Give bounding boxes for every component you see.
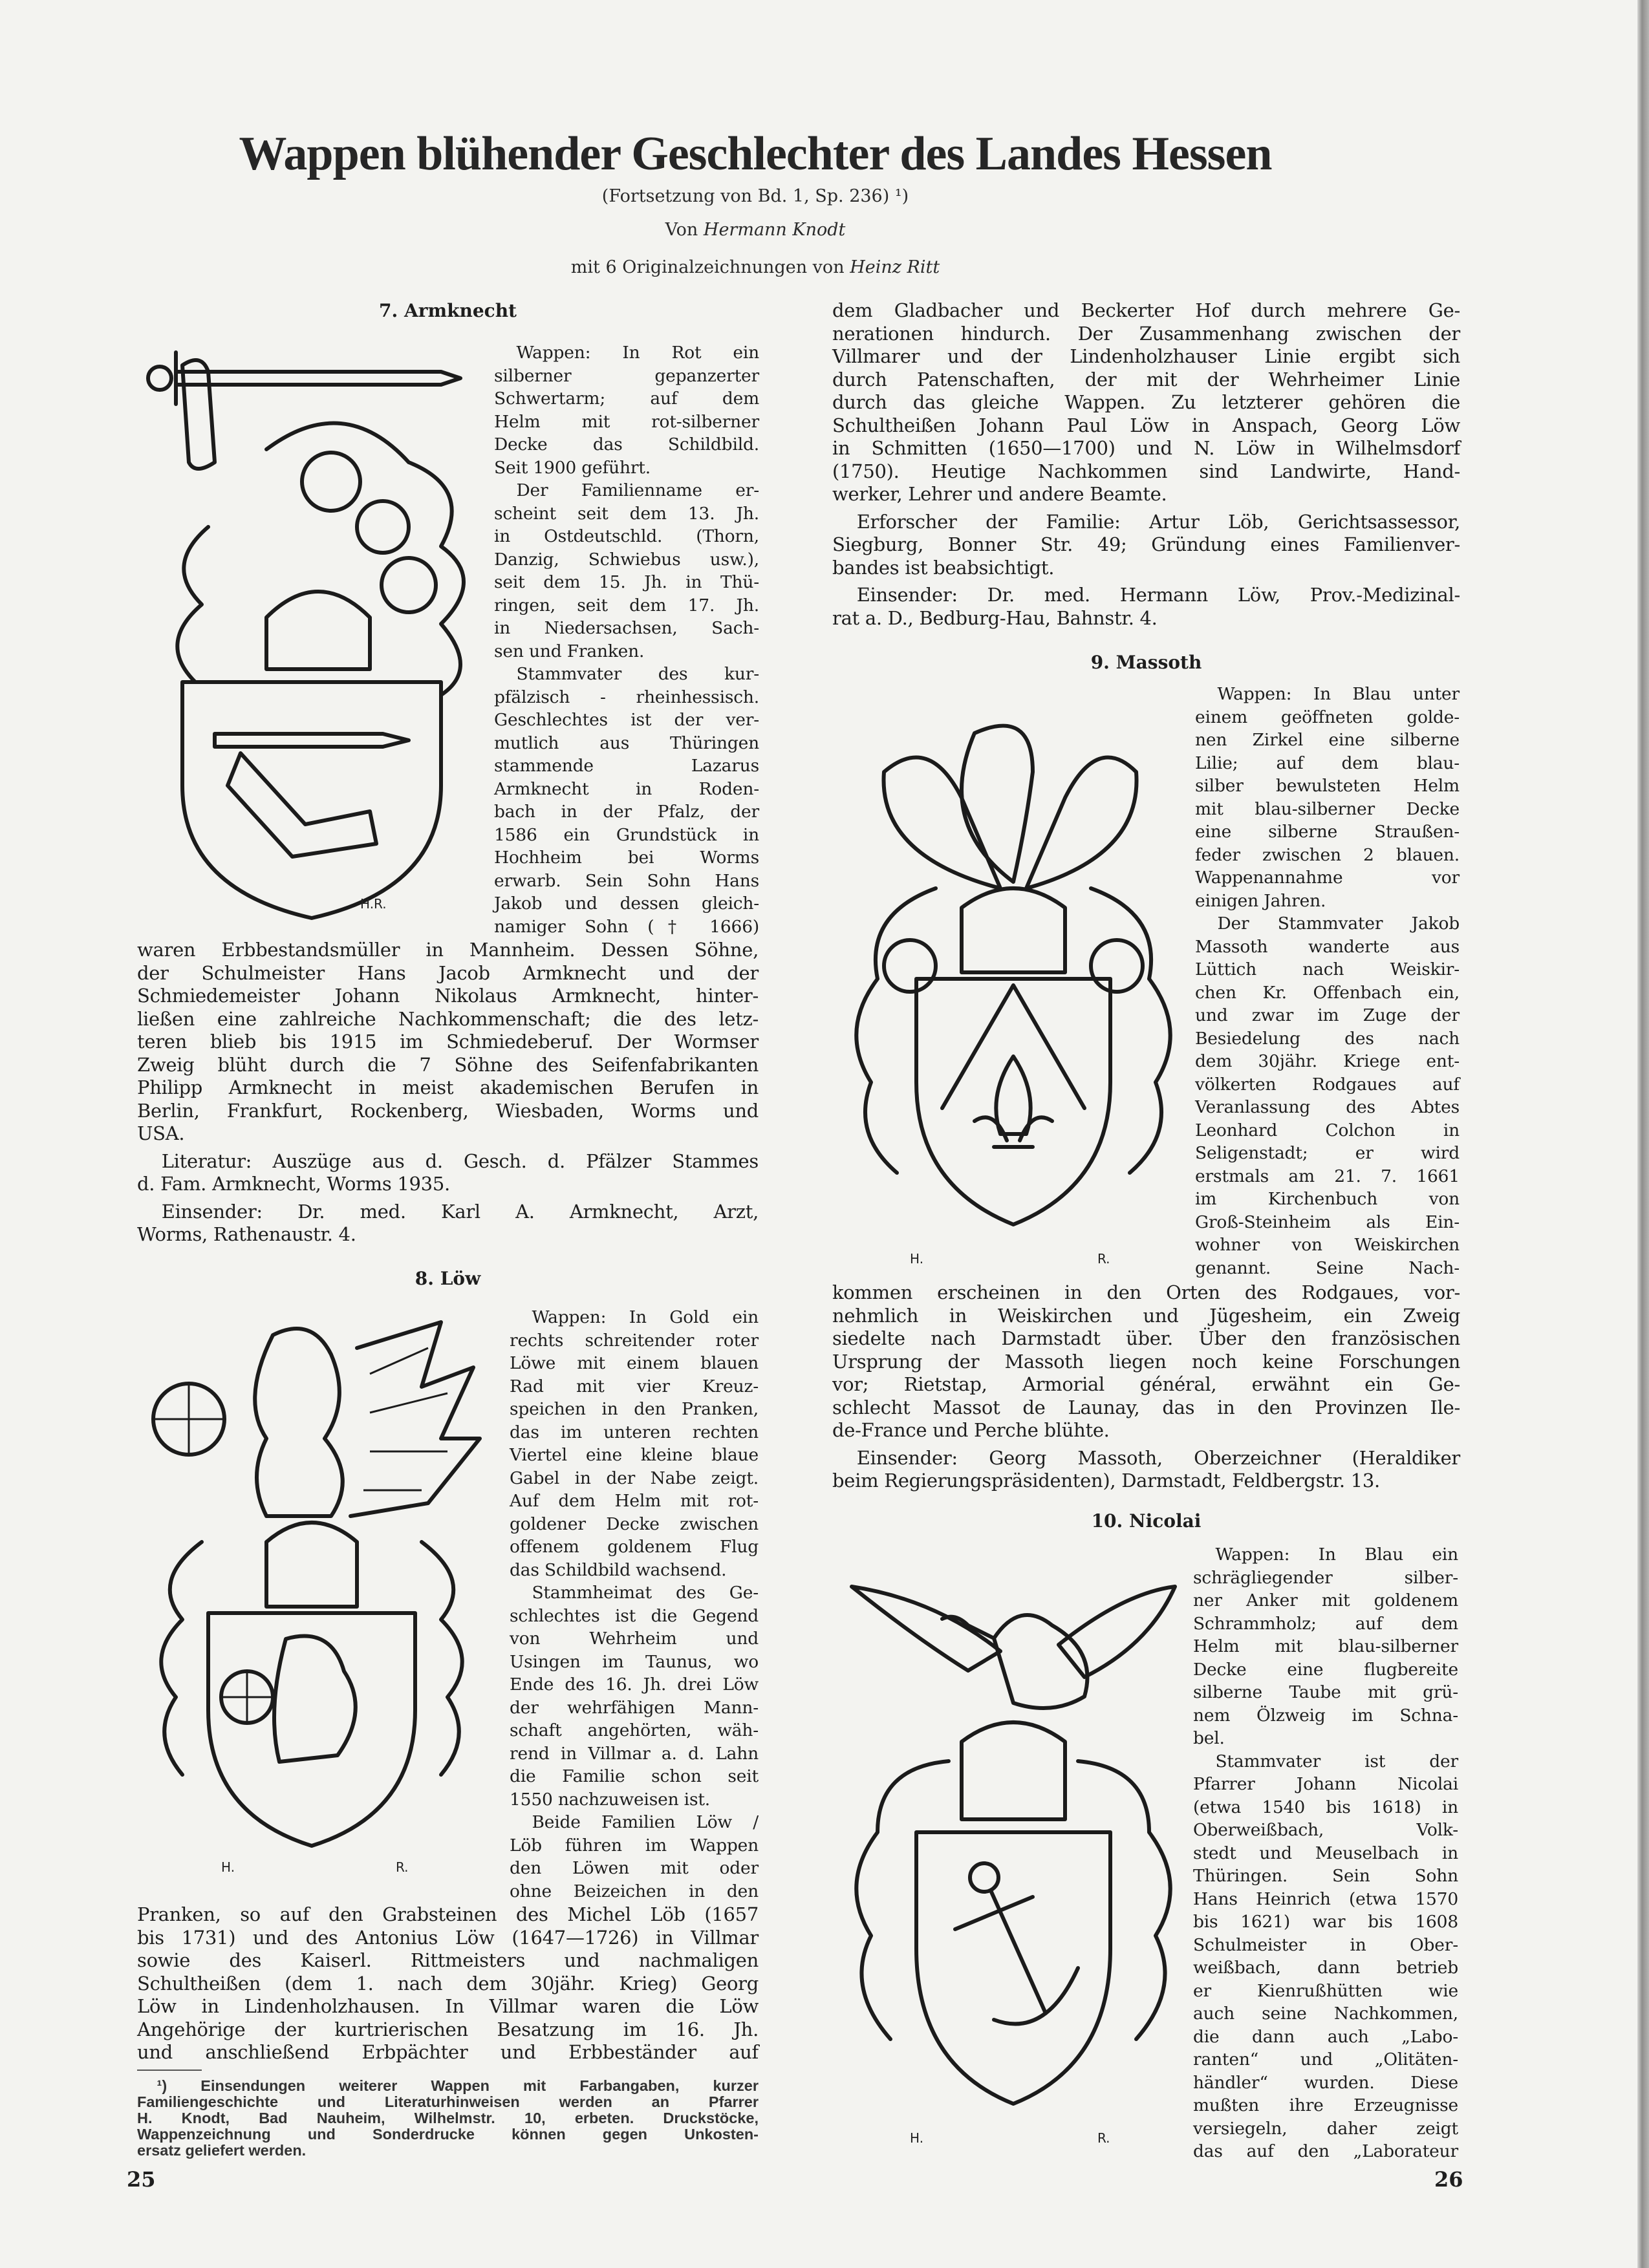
paragraph [1193,1543,1458,1750]
text-line: Wappen: In Blau ein [1215,1545,1458,1565]
author-name: Hermann Knodt [703,220,846,240]
illustrator-line [0,257,1511,277]
paragraph [510,1581,759,1811]
text-line: bach in der Pfalz, der [494,802,759,822]
author-prefix: Von [665,220,698,240]
text-line: Groß-Steinheim als Ein- [1195,1212,1460,1232]
text-line: einigen Jahren. [1195,890,1326,911]
text-line: die dann auch „Labo- [1193,2026,1458,2047]
text-line: Löwe mit einem blauen [510,1353,759,1373]
text-line: auch seine Nachkommen, [1193,2004,1458,2024]
paragraph [494,341,759,479]
text-line: speichen in den Pranken, [510,1399,759,1419]
paragraph [137,939,759,1146]
text-line: nem Ölzweig im Schna- [1193,1705,1458,1726]
text-line: durch Patenschaften, der mit der Wehrheimer Linie [832,368,1460,390]
text-line: schlecht Massot de Launay, das in den Provinzen Ile- [832,1396,1460,1418]
text-line: bis 1621) war bis 1608 [1193,1912,1458,1932]
text-line: Einsender: Dr. med. Karl A. Armknecht, Arzt, [161,1200,759,1223]
footnote-rule [137,2070,202,2071]
loew-text-wide [137,1903,759,2064]
text-line: de-France und Perche blühte. [832,1419,1110,1441]
artist-initial-r: R. [1097,1251,1110,1267]
text-line: silber bewulsteten Helm [1195,776,1460,796]
text-line: Villmarer und der Lindenholzhauser Linie ergibt sich [832,345,1460,367]
massoth-coat-of-arms [839,694,1188,1276]
text-line: Wappen: In Blau unter [1217,684,1460,704]
paragraph [832,511,1460,580]
paragraph [494,479,759,663]
text-line: Helm mit blau-silberner [1193,1636,1458,1656]
text-line: ersatz geliefert werden. [137,2142,307,2159]
paragraph [137,2078,759,2159]
text-line: Rad mit vier Kreuz- [510,1376,759,1396]
text-line: Seit 1900 geführt. [494,457,651,478]
text-line: Löb führen im Wappen [510,1835,759,1856]
text-line: ¹) Einsendungen weiterer Wappen mit Farbangaben, kurzer [156,2077,759,2094]
text-line: völkerten Rodgaues auf [1195,1074,1460,1095]
text-line: Stammvater des kur- [516,664,759,684]
text-line: mußten ihre Erzeugnisse [1193,2095,1458,2115]
text-line: und anschließend Erbpächter und Erbbeständer auf [137,2041,759,2063]
text-line: Stammheimat des Ge- [532,1583,759,1603]
paragraph [137,1201,759,1246]
text-line: wohner von Weiskirchen [1195,1235,1460,1255]
text-line: nerationen hindurch. Der Zusammenhang zwischen der [832,322,1460,345]
text-line: feder zwischen 2 blauen. [1195,844,1460,865]
text-line: Seligenstadt; er wird [1195,1143,1460,1163]
text-line: Erforscher der Familie: Artur Löb, Gerichtsassessor, [856,510,1460,533]
massoth-text-narrow [1195,683,1460,1279]
text-line: ranten“ und „Olitäten- [1193,2049,1458,2070]
helmet-icon [962,888,1065,972]
text-line: Schmiedemeister Johann Nikolaus Armknecht, hinter- [137,985,759,1007]
text-line: schrägliegender silber- [1193,1567,1458,1588]
text-line: das auf den „Laborateur [1193,2141,1458,2161]
text-line: mit blau-silberner Decke [1195,798,1460,819]
text-line: bis 1731) und des Antonius Löw (1647—1726) in Villmar [137,1926,759,1949]
text-line: einem geöffneten golde- [1195,707,1460,727]
illustrator-name: Heinz Ritt [850,257,940,277]
armknecht-text-narrow [494,341,759,938]
text-line: schlechtes ist die Gegend [510,1605,759,1626]
text-line: genannt. Seine Nach- [1195,1257,1460,1278]
text-line: Schultheißen (dem 1. nach dem 30jähr. Krieg) Georg [137,1972,759,1995]
dove-crest-icon [852,1587,1175,1708]
text-line: Literatur: Auszüge aus d. Gesch. d. Pfälzer Stammes [161,1150,759,1172]
scan-edge-shadow [1637,0,1649,2268]
text-line: Usingen im Taunus, wo [510,1651,759,1672]
shield-icon [182,682,441,918]
ostrich-feathers-icon [884,726,1137,888]
text-line: Jakob und dessen gleich- [494,893,759,914]
paragraph [494,663,759,938]
text-line: Wappenzeichnung und Sonderdrucke können gegen Unkosten- [137,2126,759,2143]
heading-nicolai: 10. Nicolai [1091,1510,1202,1532]
text-line: 1550 nachzuweisen ist. [510,1789,711,1810]
text-line: stedt und Meuselbach in [1193,1843,1458,1863]
text-line: ringen, seit dem 17. Jh. [494,595,759,615]
mantling-icon [856,1761,1170,2039]
text-line: er Kienrußhütten wie [1193,1980,1458,2001]
text-line: Wappenannahme vor [1195,868,1460,888]
text-line: seit dem 15. Jh. in Thü- [494,572,759,592]
text-line: Der Familienname er- [516,480,759,500]
text-line: Beide Familien Löw / [532,1812,759,1832]
text-line: Einsender: Georg Massoth, Oberzeichner (Heraldiker [856,1446,1460,1469]
text-line: Gabel in der Nabe zeigt. [510,1468,759,1488]
text-line: Philipp Armknecht in meist akademischen Berufen in [137,1076,759,1098]
artist-initials: H.R. [360,896,387,912]
text-line: und zwar im Zuge der [1195,1005,1460,1025]
text-line: in Niedersachsen, Sach- [494,618,759,638]
paragraph [832,299,1460,506]
text-line: durch das gleiche Wappen. Zu letzterer gehören die [832,391,1460,413]
text-line: die Familie schon seit [510,1766,759,1786]
text-line: Pfarrer Johann Nicolai [1193,1774,1458,1794]
wing-icon [350,1322,480,1516]
text-line: Decke das Schildbild. [494,434,759,455]
text-line: stammende Lazarus [494,756,759,776]
paragraph [1195,912,1460,1279]
text-line: rechts schreitender roter [510,1330,759,1351]
text-line: Berlin, Frankfurt, Rockenberg, Wiesbaden, Worms und [137,1099,759,1122]
text-line: der Schulmeister Hans Jacob Armknecht und der [137,961,759,984]
text-line: eine silberne Straußen- [1195,822,1460,842]
heading-loew: 8. Löw [415,1268,481,1289]
text-line: Hochheim bei Worms [494,848,759,868]
text-line: goldener Decke zwischen [510,1514,759,1534]
text-line: (1750). Heutige Nachkommen sind Landwirte, Hand- [832,460,1460,482]
text-line: Ursprung der Massoth liegen noch keine Forschungen [832,1350,1460,1373]
lion-crest-icon [153,1329,343,1516]
text-line: scheint seit dem 13. Jh. [494,503,759,524]
text-line: bel. [1193,1728,1225,1748]
text-line: Schwertarm; auf dem [494,389,759,409]
text-line: Schultheißen Johann Paul Löw in Anspach, Georg Löw [832,414,1460,436]
text-line: beim Regierungspräsidenten), Darmstadt, Feldbergstr. 13. [832,1470,1380,1492]
text-line: d. Fam. Armknecht, Worms 1935. [137,1173,450,1195]
text-line: in Ostdeutschld. (Thorn, [494,526,759,546]
text-line: in Schmitten (1650—1700) und N. Löw in Wilhelmsdorf [832,437,1460,459]
text-line: rend in Villmar a. d. Lahn [510,1743,759,1764]
text-line: Angehörige der kurtrierischen Besatzung im 16. Jh. [137,2018,759,2040]
paragraph [832,1281,1460,1442]
text-line: erstmals am 21. 7. 1661 [1195,1166,1460,1186]
helmet-icon [266,1523,357,1607]
text-line: silberner gepanzerter [494,365,759,386]
text-line: ner Anker mit goldenem [1193,1590,1458,1610]
paragraph [832,1447,1460,1493]
massoth-text-wide [832,1281,1460,1493]
paragraph [137,1903,759,2064]
artist-initial-h: H. [910,2130,924,2146]
author-line [0,220,1511,240]
illustrator-prefix: mit 6 Originalzeichnungen von [570,257,845,277]
text-line: dem 30jähr. Kriege ent- [1195,1051,1460,1071]
text-line: silberne Taube mit grü- [1193,1682,1458,1702]
text-line: pfälzisch - rheinhessisch. [494,687,759,707]
sword-crest-icon [148,352,460,469]
paragraph [510,1811,759,1903]
text-line: Ende des 16. Jh. drei Löw [510,1674,759,1695]
text-line: Löw in Lindenholzhausen. In Villmar waren die Löw [137,1995,759,2017]
text-line: Familiengeschichte und Literaturhinweisen werden an Pfarrer [137,2093,759,2110]
text-line: den Löwen mit oder [510,1858,759,1878]
text-line: Schulmeister in Ober- [1193,1934,1458,1955]
text-line: Zweig blüht durch die 7 Söhne des Seifenfabrikanten [137,1053,759,1076]
text-line: chen Kr. Offenbach ein, [1195,982,1460,1003]
text-line: das Schildbild wachsend. [510,1559,727,1580]
text-line: Lüttich nach Weiskir- [1195,959,1460,979]
text-line: Schrammholz; auf dem [1193,1613,1458,1634]
text-line: Veranlassung des Abtes [1195,1097,1460,1117]
shield-icon [208,1613,415,1846]
text-line: Einsender: Dr. med. Hermann Löw, Prov.-Medizinal- [856,584,1460,606]
paragraph [1195,683,1460,912]
text-line: 1586 ein Grundstück in [494,824,759,845]
text-line: ließen eine zahlreiche Nachkommenschaft; die des letz- [137,1007,759,1030]
text-line: USA. [137,1122,185,1144]
text-line: kommen erscheinen in den Orten des Rodgaues, vor- [832,1281,1460,1303]
anchor-icon [955,1863,1078,2024]
text-line: der wehrfähigen Mann- [510,1697,759,1718]
text-line: Lilie; auf dem blau- [1195,753,1460,773]
text-line: teren blieb bis 1915 im Schmiedeberuf. Der Wormser [137,1031,759,1053]
text-line: mutlich aus Thüringen [494,733,759,753]
text-line: Der Stammvater Jakob [1217,914,1460,934]
loew-text-narrow [510,1306,759,1903]
text-line: versiegeln, daher zeigt [1193,2118,1458,2139]
text-line: händler“ wurden. Diese [1193,2072,1458,2093]
mantling-icon [177,423,464,696]
text-line: nen Zirkel eine silberne [1195,730,1460,750]
nicolai-coat-of-arms [839,1548,1188,2162]
armknecht-text-wide [137,939,759,1246]
artist-initial-r: R. [396,1859,409,1875]
shield-icon [916,979,1110,1225]
text-line: Decke eine flugbereite [1193,1659,1458,1680]
text-line: siedelte nach Darmstadt über. Über den französischen [832,1327,1460,1349]
text-line: von Wehrheim und [510,1629,759,1649]
text-line: Stammvater ist der [1215,1751,1458,1771]
page-number-left: 25 [127,2167,156,2192]
artist-initial-h: H. [910,1251,924,1267]
text-line: Wappen: In Gold ein [532,1307,759,1327]
paragraph [832,584,1460,630]
text-line: Oberweißbach, Volk- [1193,1820,1458,1840]
text-line: Wappen: In Rot ein [516,343,759,363]
paragraph [137,1150,759,1196]
text-line: waren Erbbestandsmüller in Mannheim. Dessen Söhne, [137,939,759,961]
text-line: bandes ist beabsichtigt. [832,556,1055,579]
text-line: weißbach, dann betrieb [1193,1958,1458,1978]
text-line: vor; Rietstap, Armorial général, erwähnt ein Ge- [832,1373,1460,1395]
text-line: erwarb. Sein Sohn Hans [494,870,759,891]
text-line: Siegburg, Bonner Str. 49; Gründung eines Familienver- [832,533,1460,555]
text-line: nehmlich in Weiskirchen und Jügesheim, ein Zweig [832,1304,1460,1327]
text-line: das im unteren rechten [510,1422,759,1442]
text-line: schaft angehörten, wäh- [510,1720,759,1740]
text-line: dem Gladbacher und Beckerter Hof durch mehrere Ge- [832,299,1460,321]
text-line: Thüringen. Sein Sohn [1193,1866,1458,1886]
helmet-icon [266,592,370,669]
text-line: Auf dem Helm mit rot- [510,1491,759,1511]
text-line: Besiedelung des nach [1195,1028,1460,1049]
loew-coat-of-arms [137,1309,499,1891]
mantling-icon [856,888,1170,1173]
article-title: Wappen blühender Geschlechter des Landes Hessen [239,127,1272,180]
nicolai-text-narrow [1193,1543,1458,2163]
artist-initial-h: H. [221,1859,235,1875]
text-line: Massoth wanderte aus [1195,936,1460,957]
loew-text-continued [832,299,1460,630]
text-line: Danzig, Schwiebus usw.), [494,549,759,570]
text-line: rat a. D., Bedburg-Hau, Bahnstr. 4. [832,606,1158,629]
page-number-right: 26 [1434,2167,1463,2192]
paragraph [510,1306,759,1581]
text-line: Hans Heinrich (etwa 1570 [1193,1888,1458,1909]
shield-icon [916,1832,1110,2104]
text-line: Pranken, so auf den Grabsteinen des Michel Löb (1657 [137,1903,759,1925]
text-line: offenem goldenem Flug [510,1537,759,1557]
text-line: H. Knodt, Bad Nauheim, Wilhelmstr. 10, erbeten. Druckstöcke, [137,2110,759,2126]
continuation-note: (Fortsetzung von Bd. 1, Sp. 236) ¹) [601,186,909,206]
paragraph [1193,1750,1458,2163]
text-line: Leonhard Colchon in [1195,1120,1460,1140]
text-line: sen und Franken. [494,641,645,661]
text-line: Worms, Rathenaustr. 4. [137,1223,356,1245]
text-line: ohne Beizeichen in den [510,1881,759,1901]
helmet-icon [962,1722,1065,1819]
text-line: Viertel eine kleine blaue [510,1445,759,1465]
heading-massoth: 9. Massoth [1090,652,1202,673]
text-line: (etwa 1540 bis 1618) in [1193,1797,1458,1817]
heading-armknecht: 7. Armknecht [379,300,517,321]
text-line: im Kirchenbuch von [1195,1189,1460,1209]
text-line: namiger Sohn († 1666) [494,916,759,937]
armknecht-coat-of-arms [137,333,499,928]
artist-initial-r: R. [1097,2130,1110,2146]
text-line: sowie des Kaiserl. Rittmeisters und nachmaligen [137,1949,759,1971]
footnote [137,2078,759,2159]
text-line: werker, Lehrer und andere Beamte. [832,483,1167,505]
text-line: Armknecht in Roden- [494,778,759,799]
text-line: Helm mit rot-silberner [494,411,759,432]
text-line: Geschlechtes ist der ver- [494,710,759,730]
